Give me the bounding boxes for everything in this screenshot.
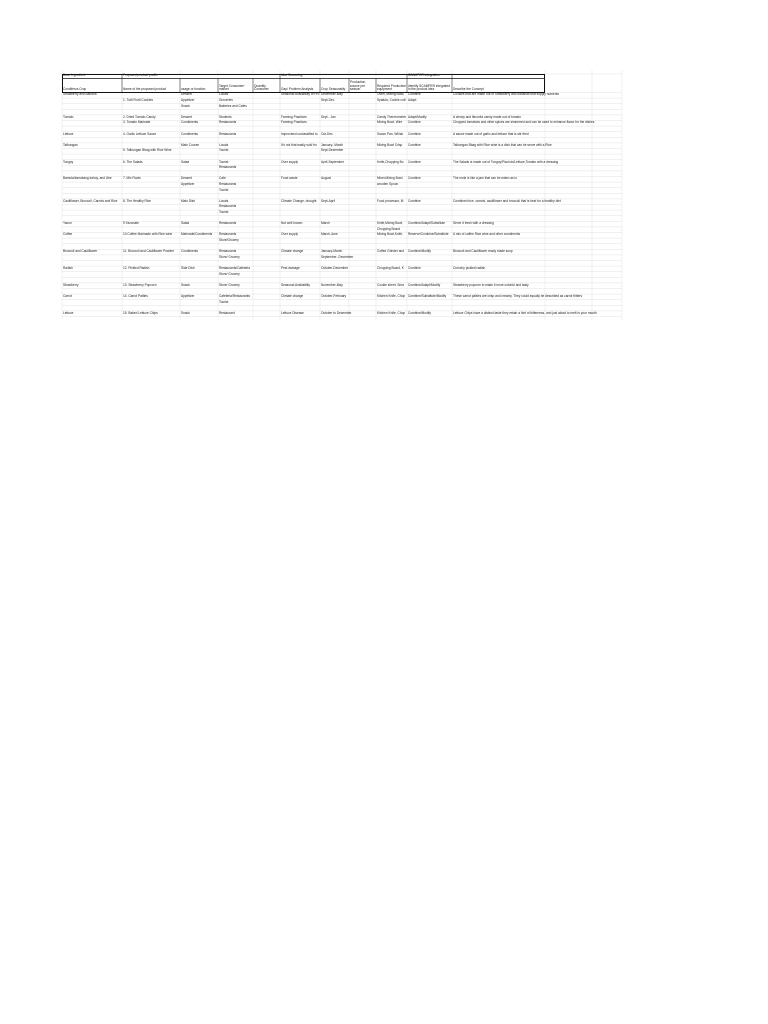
table-cell: Combine [408,176,421,181]
table-cell: Salad [181,221,190,226]
table-cell: Cookie sheet, Sma [377,282,404,287]
table-cell: Restaurants [219,204,237,209]
table-cell: Improvised unclassified to [281,131,318,136]
table-cell: Restaurants [219,249,237,254]
table-cell: Combine/Modify [408,249,432,254]
table-cell: Farming Practices [281,114,307,119]
table-cell: Appetizer [181,182,195,186]
table-cell: Tongoy [63,159,74,164]
table-cell: Main Dish [181,198,196,203]
table-cell: Chopping Board [377,226,401,231]
table-cell: Pest damage [281,266,300,270]
column-header: Production source per season [350,80,366,92]
table-cell: Lettuce Chips have a distinct taste they retain a hint of bitterness, and just about to melt in your mouth [453,310,597,315]
table-cell: 9.Yaconate [123,221,139,226]
table-cell: Locals [219,92,229,97]
table-cell: September- December [321,254,354,259]
table-cell: Lettuce [63,131,74,136]
table-cell: Chopped tomatoes and other spices are simmered and can be used to enhance flavor for the dishes [453,120,595,125]
table-cell: October-December [321,266,349,270]
table-cell: Broccoli and Cauliflower ready made soup [453,249,513,254]
table-cell: Over supply [281,232,299,237]
column-header: Required Production equipment [377,83,407,92]
table-cell: Kitchen Knife, Chop [377,294,406,298]
table-cell: Seasonal Availability [281,282,311,287]
table-cell: Restaurants [219,182,237,186]
table-cell: Combine [408,142,421,147]
table-cell: March [321,221,330,226]
table-cell: January- March [321,142,344,147]
table-cell: Combine [408,131,421,136]
table-cell: Tourist [219,187,229,192]
table-cell: Sept-December [321,148,344,153]
column-header: Crop Seasonality [321,87,346,92]
table-cell: Radish [63,266,73,270]
table-cell: Store/ Grocery [219,271,240,276]
table-cell: Yacon [63,221,72,226]
header-group-proposed_product_profile: Proposed product profile [123,73,158,78]
table-cell: Sept-Dec [321,98,335,102]
table-cell: Condiments [181,120,199,125]
table-cell: Restaurants [219,165,237,170]
table-cell: October to December [321,310,352,315]
table-cell: Oven, Mixing Bowl, [377,92,405,97]
table-cell: Adapt [408,98,417,102]
table-cell: It's not that easily sold fro [281,142,317,147]
table-cell: Side Dish [181,266,195,270]
table-cell: 5. Talbungan Bbag with Rice Wine [123,148,172,153]
table-cell: 1. Tutti Fruiti Cookies [123,98,153,102]
table-cell: Store/ Grocery [219,282,240,287]
table-cell: Tourist [219,210,229,214]
table-cell: Knife,Mixing Bowl, [377,221,404,226]
table-cell: Cookies that are made out of Strawberry and bananas that supply nutrients [453,92,559,97]
table-cell: Dessert [181,114,192,119]
table-cell: Appetizer [181,98,195,102]
table-cell: December-May [321,92,343,97]
table-cell: Main Course [181,142,200,147]
table-cell: The Salads is made out of Tongoy/Piso/olo/Lettuce,Tomato with a dressing [453,159,559,164]
table-cell: Restaurants [219,120,237,125]
table-cell: April-September [321,159,345,164]
table-cell: Store/ Grocery [219,254,240,259]
table-cell: Dessert [181,176,192,181]
table-cell: Mixing Bowl,Knife, [377,232,404,237]
table-cell: Marinade/Condiments [181,232,213,237]
table-cell: Climate change [281,249,304,254]
table-cell: Lettuce Disease [281,310,304,315]
table-cell: Tourist [219,148,229,153]
header-group-base_ingredient: Base Ingredient [63,73,86,78]
table-cell: Condiments [181,249,199,254]
table-cell: 6. The Salads [123,159,143,164]
table-cell: Locals [219,198,229,203]
table-cell: Combine/Adapt/Substitute [408,221,446,226]
table-cell: Candy Thermometer [377,114,407,119]
table-cell: 11. Broccoli and Cauliflower Powder [123,249,174,254]
table-cell: Seasonal Availability of Pro [281,92,320,97]
table-cell: Sauce Pan, Whisk [377,131,404,136]
column-header: Quantity Consumer [254,83,269,92]
table-cell: Food processor, M [377,198,404,203]
table-cell: Talbungan Bbag with Rice wine is a dish that can be serve with a Rice [453,142,552,147]
table-cell: 4. Garlic Lettuce Sauce [123,131,157,136]
table-cell: 10.Coffee Marinade with Rice wine [123,232,173,237]
table-cell: Climate Change, drought [281,198,317,203]
table-cell: Adapt/Modify [408,114,427,119]
table-cell: Serve it fresh with a dressing [453,221,494,226]
table-cell: Snack [181,282,190,287]
table-cell: Bamola/kamotang kahoy, and Ube [63,176,112,181]
table-cell: Restaurant [219,310,235,315]
table-cell: Talbungan [63,142,78,147]
table-cell: 2. Dried Tomato Candy [123,114,156,119]
table-cell: Not well known [281,221,303,226]
table-cell: 3. Tomato Marinate [123,120,151,125]
table-cell: Salad [181,159,190,164]
table-cell: Bakeries and Cafes [219,103,247,108]
table-cell: These carrot patties are crisp and creamy. They could equally be described as carrot fritters [453,294,583,298]
table-cell: Combine [408,120,421,125]
table-cell: 15. Baked Lettuce Chips [123,310,158,315]
table-cell: Reserve/Combine/Substitute [408,232,449,237]
column-header: Target Consumer/ market [219,83,245,92]
table-cell: Carrot [63,294,72,298]
table-cell: Farming Practices [281,120,307,125]
column-header: Condiferos Crop [63,87,87,92]
table-cell: A chewy and flavorful candy made out of tomato [453,114,521,119]
table-cell: Crunchy pickled radish [453,266,486,270]
table-cell: Climate change [281,294,304,298]
table-cell: Chopping Board, K [377,266,404,270]
table-cell: Kitchen Knife, Chop [377,310,406,315]
table-cell: Restaurants/Cafeteria [219,266,251,270]
table-cell: Tourist [219,299,229,304]
table-cell: Restaurants [219,221,237,226]
column-header: Gap/ Problem Analysis [281,87,314,92]
table-cell: November-May [321,282,343,287]
table-cell: Lettuce [63,310,74,315]
header-group-idea_screening: Idea Screening [281,73,303,78]
table-cell: Sept - Jan [321,114,336,119]
table-cell: Restaurants [219,232,237,237]
table-cell: Groceries [219,98,233,102]
table-cell: Combine/Substitute/Modify [408,294,447,298]
column-header: Identify SCAMPER integrated in the product idea [408,83,450,92]
table-cell: A sauce made out of garlic and lettuce that is stir fried [453,131,529,136]
table-cell: Cafeteria/Restaurants [219,294,251,298]
table-cell: Strawberry [63,282,79,287]
table-cell: Mixing Bowl Crisp [377,142,403,147]
header-group-scamper: SCAMPER integration [408,73,440,78]
table-cell: Tourist [219,159,229,164]
table-cell: Students [219,114,232,119]
table-cell: March-June [321,232,338,237]
table-cell: August [321,176,331,181]
table-cell: A mix of coffee Rice wine and other condiments [453,232,521,237]
table-cell: Dessert [181,92,192,97]
table-cell: January-March [321,249,343,254]
table-cell: Snack [181,103,190,108]
column-header: Describe the Concept [453,87,484,92]
table-cell: Condiments [181,131,199,136]
column-header: Name of the proposed product [123,87,167,92]
table-cell: Locals [219,142,229,147]
table-cell: 7. Mix Flavis [123,176,141,181]
table-cell: Strawberry popcorn to make it more colorful and tasty [453,282,529,287]
table-cell: Sept-April [321,198,335,203]
table-cell: Food waste [281,176,298,181]
table-cell: Coffee Grinder and [377,249,405,254]
spreadsheet [62,70,622,340]
table-cell: Knife,Chopping Bo [377,159,404,164]
column-header: usage or function [181,87,206,92]
table-cell: Oct-Dec [321,131,333,136]
table-cell: Store/Grocery [219,238,239,242]
table-cell: Snack [181,310,190,315]
table-cell: Cafe [219,176,226,181]
table-cell: Mixing Bowl, Wire [377,120,403,125]
table-cell: Combine [408,198,421,203]
table-cell: Spatula, Cookie cutt [377,98,406,102]
table-cell: 14. Carrot Patties [123,294,148,298]
table-cell: Combine [408,266,421,270]
table-cell: Over supply [281,159,299,164]
table-cell: Combine/Adapt/Modify [408,282,441,287]
table-cell: Coffee [63,232,73,237]
table-cell: Combined rice, carrots, cauliflower and broccoli that is best for a healthy diet [453,198,561,203]
table-cell: Cauliflower, Broccoli, Carrots and Rice [63,198,118,203]
table-cell: Tomato [63,114,74,119]
table-cell: 12. Pickled Radish [123,266,150,270]
table-cell: Broccoli and Cauliflower [63,249,98,254]
table-cell: Strawberry and Banana [63,92,97,97]
table-cell: 8. The Healthy Rice [123,198,151,203]
table-cell: wooden Spoon [377,182,399,186]
table-cell: 13. Strawberry Popcorn [123,282,157,287]
table-cell: Appetizer [181,294,195,298]
table-cell: The mole is like a jam that can be eaten as is [453,176,517,181]
table-cell: Combine [408,92,421,97]
table-cell: Mixer,Mixing Bowl [377,176,403,181]
table-cell: October-February [321,294,347,298]
table-cell: Combine [408,159,421,164]
table-cell: Restaurants [219,131,237,136]
table-cell: Combine/Modify [408,310,432,315]
